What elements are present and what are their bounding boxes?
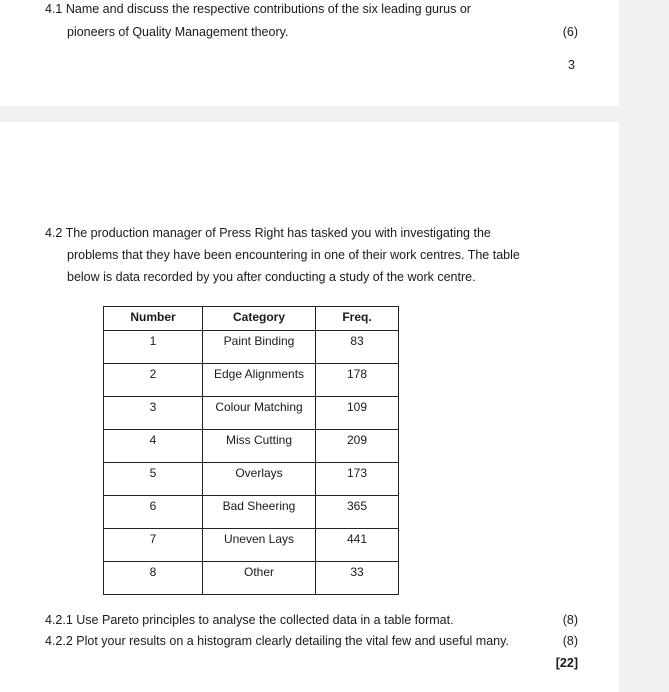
- cell-category: Miss Cutting: [203, 430, 316, 463]
- cell-category: Other: [203, 562, 316, 595]
- document-page-1: [0, 0, 619, 106]
- cell-number: 8: [104, 562, 203, 595]
- cell-frequency: 109: [316, 397, 399, 430]
- cell-frequency: 178: [316, 364, 399, 397]
- question-4-2-line-3: below is data recorded by you after conducting a study of the work centre.: [67, 270, 476, 284]
- question-4-1-line-2: pioneers of Quality Management theory.: [67, 25, 289, 39]
- question-4-1-marks: (6): [562, 25, 578, 39]
- cell-number: 3: [104, 397, 203, 430]
- question-4-2-1-marks: (8): [562, 613, 578, 627]
- cell-number: 4: [104, 430, 203, 463]
- question-4-2-1: 4.2.1 Use Pareto principles to analyse the collected data in a table format.: [45, 613, 454, 627]
- cell-number: 1: [104, 331, 203, 364]
- header-category: Category: [203, 307, 316, 331]
- cell-category: Bad Sheering: [203, 496, 316, 529]
- document-page-2: [0, 122, 619, 692]
- question-4-2-line-1: 4.2 The production manager of Press Right has tasked you with investigating the: [45, 226, 491, 240]
- cell-frequency: 441: [316, 529, 399, 562]
- table-row: [104, 397, 399, 430]
- table-row: [104, 463, 399, 496]
- cell-frequency: 33: [316, 562, 399, 595]
- cell-frequency: 83: [316, 331, 399, 364]
- table-row: [104, 496, 399, 529]
- cell-number: 6: [104, 496, 203, 529]
- table-row: [104, 529, 399, 562]
- cell-frequency: 365: [316, 496, 399, 529]
- table-header-row: [104, 307, 399, 331]
- question-total-marks: [22]: [555, 656, 578, 670]
- table-row: [104, 364, 399, 397]
- cell-category: Edge Alignments: [203, 364, 316, 397]
- question-4-2-line-2: problems that they have been encountering in one of their work centres. The table: [67, 248, 520, 262]
- cell-category: Paint Binding: [203, 331, 316, 364]
- question-4-1-line-1: 4.1 Name and discuss the respective contributions of the six leading gurus or: [45, 2, 471, 16]
- page-number: 3: [568, 58, 575, 72]
- header-number: Number: [104, 307, 203, 331]
- cell-category: Overlays: [203, 463, 316, 496]
- cell-number: 7: [104, 529, 203, 562]
- cell-category: Uneven Lays: [203, 529, 316, 562]
- table-row: [104, 562, 399, 595]
- question-4-2-2: 4.2.2 Plot your results on a histogram clearly detailing the vital few and useful many.: [45, 634, 509, 648]
- header-frequency: Freq.: [316, 307, 399, 331]
- frequency-table: [103, 306, 399, 595]
- cell-number: 2: [104, 364, 203, 397]
- cell-frequency: 173: [316, 463, 399, 496]
- cell-frequency: 209: [316, 430, 399, 463]
- table-row: [104, 430, 399, 463]
- question-4-2-2-marks: (8): [562, 634, 578, 648]
- cell-category: Colour Matching: [203, 397, 316, 430]
- cell-number: 5: [104, 463, 203, 496]
- table-row: [104, 331, 399, 364]
